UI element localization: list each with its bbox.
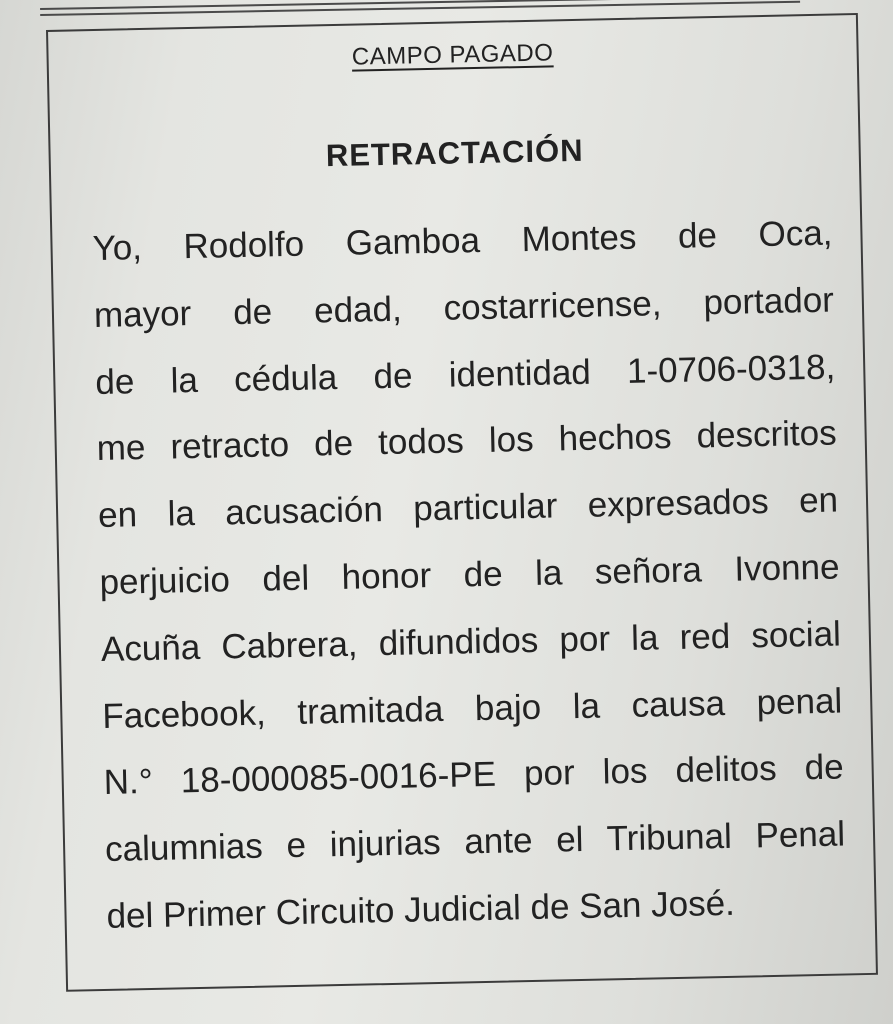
body-line: perjuicio del honor de la señora Ivonne [99, 547, 840, 602]
body-line: Acuña Cabrera, difundidos por la red social [100, 614, 842, 669]
body-line: de la cédula de identidad 1-0706-0318, [94, 347, 836, 402]
paid-field-header: CAMPO PAGADO [351, 39, 554, 71]
body-line: Facebook, tramitada bajo la causa penal [101, 681, 843, 736]
notice-title: RETRACTACIÓN [325, 132, 584, 174]
body-line: N.° 18-000085-0016-PE por los delitos de [103, 747, 845, 803]
paid-notice-box [46, 13, 878, 992]
body-line: calumnias e injurias ante el Tribunal Penal [104, 814, 846, 870]
body-line: Yo, Rodolfo Gamboa Montes de Oca, [92, 213, 833, 269]
body-line: del Primer Circuito Judicial de San José. [106, 883, 736, 936]
body-line: mayor de edad, costarricense, portador [93, 280, 835, 335]
body-line: en la acusación particular expresados en [97, 480, 839, 536]
notice-body [92, 201, 847, 951]
body-line: me retracto de todos los hechos descritos [96, 413, 838, 469]
